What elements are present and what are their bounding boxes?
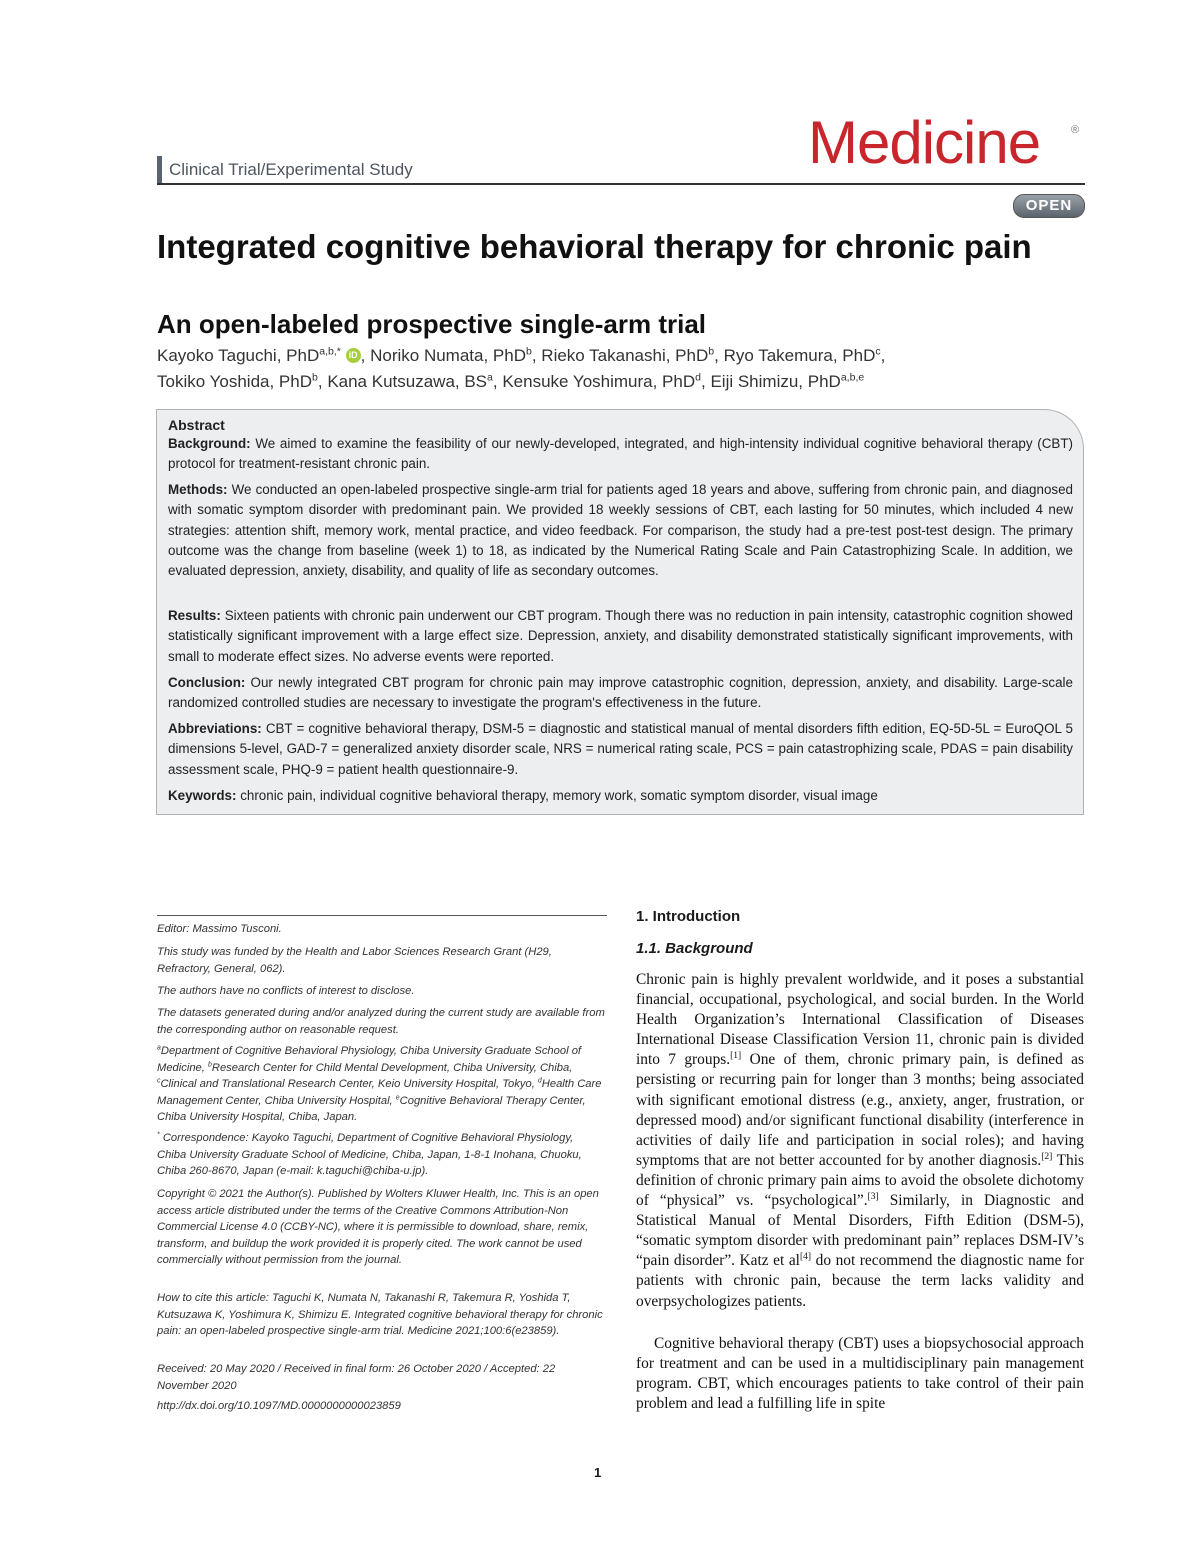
affiliation-text: Clinical and Translational Research Center, Keio University Hospital, Tokyo,	[160, 1078, 535, 1090]
open-access-badge: OPEN	[1013, 194, 1085, 218]
author-name[interactable]: Kayoko Taguchi, PhD	[157, 346, 320, 365]
section-heading: 1. Introduction	[636, 908, 741, 925]
author-affiliation-sup: a	[487, 371, 493, 384]
registered-mark: ®	[1071, 124, 1080, 136]
copyright-note: Copyright © 2021 the Author(s). Published by Wolters Kluwer Health, Inc. This is an open access article distributed under the terms of the Creative Commons Attribution-Non Commercial License 4.0 (CCBY-NC), where it is permissible to download, share, remix, transform, and buildup the work provided it is properly cited. The work cannot be used commercially without permission from the journal.	[157, 1188, 599, 1266]
author-affiliation-sup: b	[708, 345, 715, 358]
author-name[interactable]: Noriko Numata, PhD	[370, 346, 526, 365]
correspondence-note	[157, 1130, 605, 1180]
body-paragraph-1	[636, 970, 1084, 1312]
author-name[interactable]: Kensuke Yoshimura, PhD	[502, 372, 696, 391]
journal-logo[interactable]: Medicine	[808, 109, 1041, 176]
abstract-section-label: Keywords:	[168, 788, 237, 803]
affiliation-text: Department of Cognitive Behavioral Physiology, Chiba University Graduate School of Medicine,	[157, 1045, 582, 1074]
abstract-results	[168, 606, 1073, 667]
correspondence-sup: *	[157, 1131, 160, 1139]
correspondence-text[interactable]: Correspondence: Kayoko Taguchi, Department of Cognitive Behavioral Physiology, Chiba University Graduate School of Medicine, Chiba, Japan, 1-8-1 Inohana, Chuoku, Chiba 260-8670, Japan (e-mail: k.taguchi@chiba-u.jp).	[157, 1132, 582, 1177]
dates-note: Received: 20 May 2020 / Received in final form: 26 October 2020 / Accepted: 22 November 2020	[157, 1363, 556, 1392]
affiliation-text: Cognitive Behavioral Therapy Center, Chiba University Hospital, Chiba, Japan.	[157, 1094, 586, 1123]
body-text-run: This definition of chronic primary pain aims to avoid the obsolete dichotomy of “physical” vs. “psychological”.	[636, 1151, 1085, 1210]
author-name[interactable]: Tokiko Yoshida, PhD	[157, 372, 312, 391]
abstract-abbreviations	[168, 719, 1073, 780]
abstract-section-text: We aimed to examine the feasibility of our newly-developed, integrated, and high-intensity individual cognitive behavioral therapy (CBT) protocol for treatment-resistant chronic pain.	[168, 436, 1073, 472]
author-name[interactable]: Rieko Takanashi, PhD	[541, 346, 709, 365]
editor-note: Editor: Massimo Tusconi.	[157, 923, 282, 935]
author-affiliation-sup: d	[695, 371, 701, 384]
author-affiliation-sup: b	[312, 371, 318, 384]
footnote-rule	[157, 915, 607, 916]
orcid-icon[interactable]: iD	[346, 348, 361, 363]
author-affiliation-sup: a,b,e	[840, 371, 865, 384]
affiliation-sup: c	[157, 1077, 161, 1085]
body-text-run: One of them, chronic primary pain, is defined as persisting or recurring pain for longer than 3 months; being associated with significant emotional distress (e.g., anxiety, anger, frustration, or depressed mood) and/or significant functional disability (interference in activities of daily life and participation in social roles); and having symptoms that are not better accounted for by another diagnosis.	[636, 1051, 1084, 1169]
abstract-methods	[168, 480, 1073, 581]
abstract-section-label: Conclusion:	[168, 675, 246, 690]
abstract-section-text: We conducted an open-labeled prospective single-arm trial for patients aged 18 years and above, suffering from chronic pain, and diagnosed with somatic symptom disorder with predominant pain. We provided 18 weekly sessions of CBT, each lasting for 50 minutes, which included 4 new strategies: attention shift, memory work, mental practice, and video feedback. For comparison, the study had a pre-test post-test design. The primary outcome was the change from baseline (week 1) to 18, as indicated by the Numerical Rating Scale and Pain Catastrophizing Scale. In addition, we evaluated depression, anxiety, disability, and quality of life as secondary outcomes.	[168, 482, 1073, 579]
abstract-section-text: Our newly integrated CBT program for chronic pain may improve catastrophic cognition, depression, anxiety, and disability. Large-scale randomized controlled studies are necessary to investigate the program's effectiveness in the future.	[168, 675, 1073, 711]
abstract-section-text: chronic pain, individual cognitive behavioral therapy, memory work, somatic symptom disorder, visual image	[240, 788, 878, 803]
article-title: Integrated cognitive behavioral therapy for chronic pain	[157, 228, 1032, 265]
funding-note: This study was funded by the Health and Labor Sciences Research Grant (H29, Refractory, General, 062).	[157, 946, 552, 975]
abstract-section-label: Abbreviations:	[168, 721, 262, 736]
article-type-label: Clinical Trial/Experimental Study	[157, 156, 413, 184]
doi-link[interactable]: http://dx.doi.org/10.1097/MD.0000000000023859	[157, 1400, 401, 1412]
body-text-run: Similarly, in Diagnostic and Statistical Manual of Mental Disorders, Fifth Edition (DSM-5), “somatic symptom disorder with predominant pain” replaces DSM-IV’s “pain disorder”. Katz et al	[636, 1192, 1084, 1270]
author-affiliation-sup: c	[875, 345, 881, 358]
abstract-section-text: Sixteen patients with chronic pain underwent our CBT program. Though there was no reduction in pain intensity, catastrophic cognition showed statistically significant improvement with a large effect size. Depression, anxiety, and disability demonstrated statistically significant improvements, with small to moderate effect sizes. No adverse events were reported.	[168, 608, 1073, 664]
affiliation-sup: e	[395, 1093, 400, 1101]
abstract-section-label: Results:	[168, 608, 221, 623]
page-number: 1	[594, 1465, 602, 1480]
abstract-section-label: Background:	[168, 436, 251, 451]
reference-link[interactable]: [3]	[867, 1190, 879, 1202]
body-paragraph-2: Cognitive behavioral therapy (CBT) uses a biopsychosocial approach for treatment and can be used in a multidisciplinary pain management program. CBT, which encourages patients to take control of their pain problem and lead a fulfilling life in spite	[636, 1335, 1084, 1413]
subsection-heading: 1.1. Background	[636, 940, 753, 957]
abstract-keywords	[168, 786, 1073, 806]
citation-note: How to cite this article: Taguchi K, Numata N, Takanashi R, Takemura R, Yoshida T, Kutsuzawa K, Yoshimura K, Shimizu E. Integrated cognitive behavioral therapy for chronic pain: an open-labeled prospective single-arm trial. Medicine 2021;100:6(e23859).	[157, 1292, 603, 1337]
author-affiliation-sup: b	[525, 345, 532, 358]
reference-link[interactable]: [2]	[1041, 1150, 1053, 1162]
author-affiliation-sup: a,b,*	[319, 345, 341, 358]
affiliation-sup: d	[537, 1077, 542, 1085]
affiliation-sup: a	[157, 1044, 161, 1052]
abstract-section-label: Methods:	[168, 482, 228, 497]
affiliation-text: Health Care Management Center, Chiba University Hospital,	[157, 1078, 602, 1107]
article-subtitle: An open-labeled prospective single-arm trial	[157, 309, 707, 339]
author-list-continued: Tokiko Yoshida, PhD$^b$, Kana Kutsuzawa, $BS^a$, Kensuke Yoshimura, PhD$^d$, Eiji Shimizu, PhD$^{a,b,e}$	[157, 371, 865, 391]
author-list: Kayoko Taguchi, PhD$^{a,b,*}$ iD , Noriko Numata, PhD$^b$, Rieko Takanashi, PhD$^b$, Ryo Takemura, PhD$^c$,	[157, 345, 886, 365]
body-text-run: Chronic pain is highly prevalent worldwide, and it poses a substantial financial, occupational, psychological, and social burden. In the World Health Organization’s International Classification of Diseases International Disease Classification Version 11, chronic pain is divided into 7 groups.	[636, 971, 1084, 1069]
abstract-background	[168, 434, 1073, 475]
abstract-heading: Abstract	[168, 417, 225, 433]
affiliations-note	[157, 1043, 605, 1126]
header-rule	[157, 183, 1085, 185]
author-name[interactable]: Eiji Shimizu, PhD	[710, 372, 841, 391]
body-text-run: do not recommend the diagnostic name for patients with chronic pain, because the term lacks validity and overpsychologizes patients.	[636, 1252, 1084, 1310]
reference-link[interactable]: [4]	[799, 1251, 812, 1263]
conflicts-note: The authors have no conflicts of interest to disclose.	[157, 985, 415, 997]
author-name[interactable]: Ryo Takemura, PhD	[723, 346, 876, 365]
abstract-conclusion	[168, 673, 1073, 714]
author-name[interactable]: Kana Kutsuzawa, BS	[327, 372, 488, 391]
reference-link[interactable]: [1]	[730, 1050, 742, 1062]
affiliation-sup: b	[208, 1060, 212, 1068]
affiliation-text: Research Center for Child Mental Development, Chiba University, Chiba,	[211, 1061, 573, 1074]
abstract-section-text: CBT = cognitive behavioral therapy, DSM-5 = diagnostic and statistical manual of mental disorders fifth edition, EQ-5D-5L = EuroQOL 5 dimensions 5-level, GAD-7 = generalized anxiety disorder scale, NRS = numerical rating scale, PCS = pain catastrophizing scale, PDAS = pain disability assessment scale, PHQ-9 = patient health questionnaire-9.	[168, 721, 1073, 777]
data-availability-note: The datasets generated during and/or analyzed during the current study are available from the corresponding author on reasonable request.	[157, 1007, 605, 1036]
